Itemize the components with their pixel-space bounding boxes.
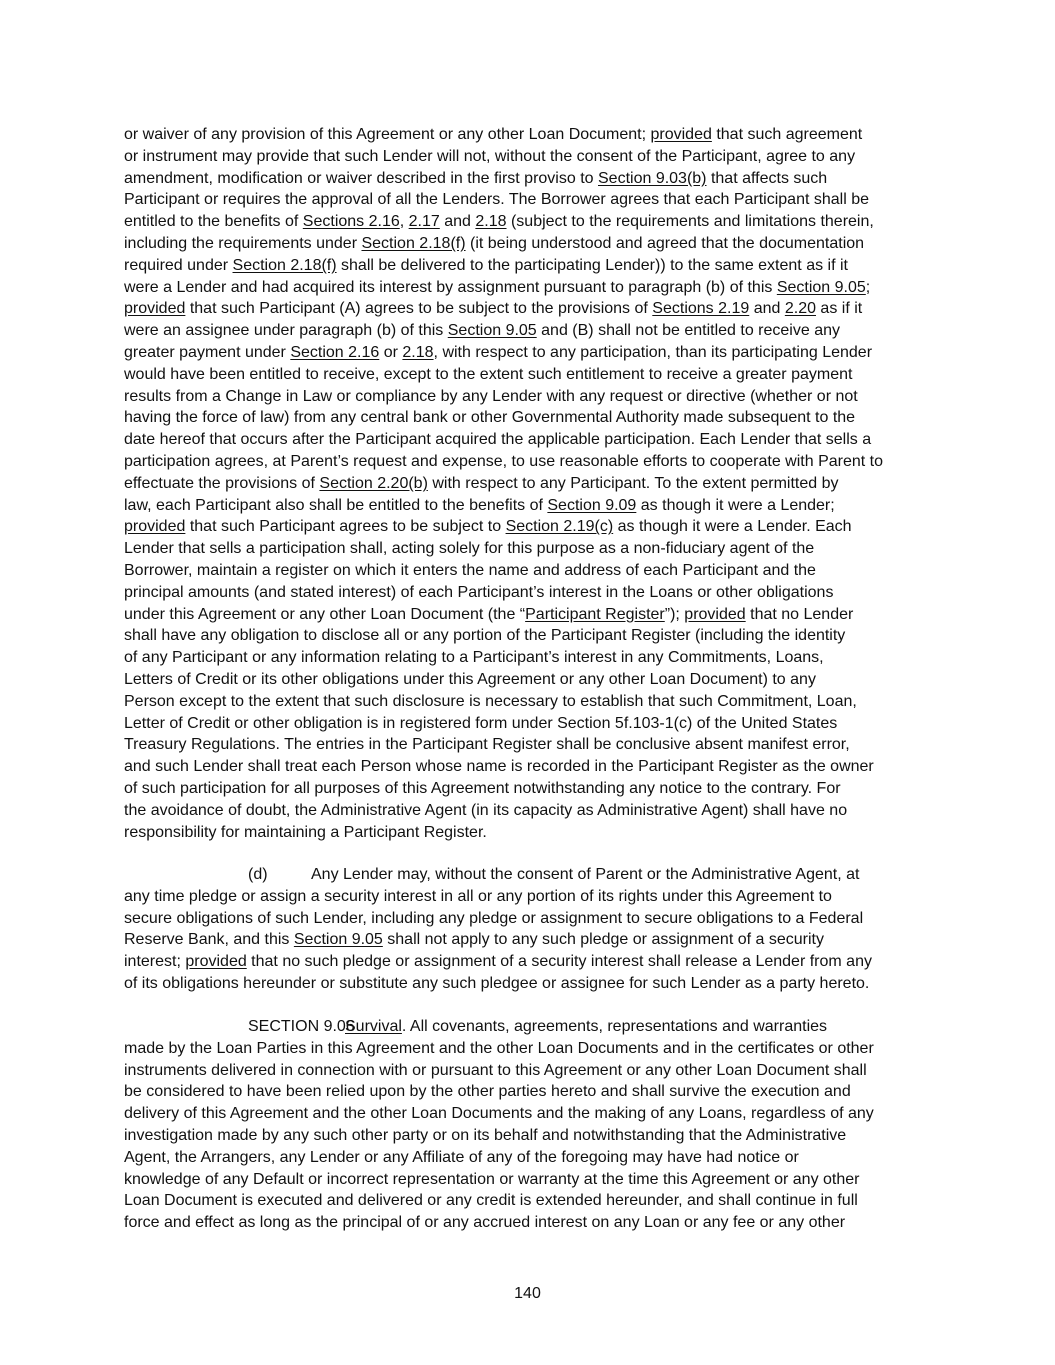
text-run: interest;: [124, 953, 186, 971]
text-run: were an assignee under paragraph (b) of this: [124, 322, 448, 340]
text-line: [124, 756, 936, 778]
text-line: [124, 1190, 936, 1212]
cross-reference: 2.20: [784, 300, 816, 318]
text-run: any time pledge or assign a security interest in all or any portion of its rights under this Agreement to: [124, 887, 832, 905]
text-run: shall be delivered to the participating Lender)) to the same extent as if it: [336, 256, 848, 274]
text-line: [124, 669, 936, 691]
cross-reference: Section 9.05: [776, 278, 866, 296]
text-run: shall not apply to any such pledge or assignment of a security: [382, 931, 824, 949]
text-line: [124, 604, 936, 626]
text-run: of its obligations hereunder or substitute any such pledgee or assignee for such Lender as a party hereto.: [124, 974, 870, 992]
text-run: or instrument may provide that such Lender will not, without the consent of the Participant, agree to any: [124, 147, 856, 165]
cross-reference: 2.17: [408, 213, 440, 231]
text-line: [124, 211, 936, 233]
text-run: ,: [399, 213, 409, 231]
paragraph-d-marker: (d): [248, 866, 268, 883]
text-run: secure obligations of such Lender, including any pledge or assignment to secure obligations to a Federal: [124, 909, 864, 927]
text-run: . All covenants, agreements, representations and warranties: [401, 1018, 828, 1035]
text-line: [124, 233, 936, 255]
text-line: [124, 1147, 936, 1169]
text-run: date hereof that occurs after the Participant acquired the applicable participation. Each Lender that sells a: [124, 431, 872, 449]
text-run: were a Lender and had acquired its interest by assignment pursuant to paragraph (b) of this: [124, 278, 777, 296]
text-line: [124, 495, 936, 517]
text-run: under this Agreement or any other Loan Document (the “: [124, 605, 526, 623]
text-run: responsibility for maintaining a Participant Register.: [124, 823, 487, 841]
text-run: Lender that sells a participation shall, acting solely for this purpose as a non-fiduciary agent of the: [124, 540, 815, 558]
text-run: that no such pledge or assignment of a security interest shall release a Lender from any: [246, 953, 872, 971]
text-run: (subject to the requirements and limitations therein,: [506, 213, 874, 231]
cross-reference: provided: [684, 605, 746, 623]
cross-reference: provided: [185, 953, 247, 971]
text-line: [124, 146, 936, 168]
section-9-06-first-text: [402, 1018, 827, 1035]
cross-reference: Sections 2.16: [302, 213, 400, 231]
paragraph-d-first-line: [124, 864, 936, 886]
cross-reference: Section 9.09: [547, 496, 637, 514]
text-run: ”);: [664, 605, 685, 623]
text-line: [124, 929, 936, 951]
text-run: entitled to the benefits of: [124, 213, 303, 231]
cross-reference: 2.18: [475, 213, 507, 231]
text-line: [124, 560, 936, 582]
text-run: investigation made by any such other party or on its behalf and notwithstanding that the Administrative: [124, 1126, 847, 1144]
text-run: would have been entitled to receive, except to the extent such entitlement to receive a greater payment: [124, 365, 853, 383]
text-run: results from a Change in Law or compliance by any Lender with any request or directive (whether or not: [124, 387, 858, 405]
text-line: [124, 364, 936, 386]
text-run: that affects such: [706, 169, 828, 187]
text-run: Letters of Credit or its other obligations under this Agreement or any other Loan Document) to any: [124, 670, 816, 688]
text-line: [124, 1081, 936, 1103]
text-run: and (B) shall not be entitled to receive any: [536, 322, 840, 340]
text-line: [124, 886, 936, 908]
text-line: [124, 691, 936, 713]
paragraph-d-first-text: [311, 866, 859, 883]
text-run: (it being understood and agreed that the documentation: [465, 234, 865, 252]
cross-reference: Section 2.18(f): [232, 256, 337, 274]
text-run: of such participation for all purposes of this Agreement notwithstanding any notice to the contrary. For: [124, 779, 841, 797]
text-run: that such Participant (A) agrees to be subject to the provisions of: [185, 300, 653, 318]
text-run: having the force of law) from any central bank or other Governmental Authority made subsequent to the: [124, 409, 856, 427]
text-line: [124, 713, 936, 735]
text-run: of any Participant or any information relating to a Participant’s interest in any Commitments, Loans,: [124, 649, 824, 667]
cross-reference: Section 9.05: [447, 322, 537, 340]
paragraph-d-body: [124, 886, 936, 995]
text-line: [124, 407, 936, 429]
text-run: as if it: [815, 300, 863, 318]
cross-reference: provided: [124, 518, 186, 536]
text-run: force and effect as long as the principal of or any accrued interest on any Loan or any fee or any other: [124, 1214, 846, 1232]
text-run: or waiver of any provision of this Agreement or any other Loan Document;: [124, 126, 651, 143]
cross-reference: provided: [650, 126, 712, 143]
text-line: [124, 124, 936, 146]
text-run: Agent, the Arrangers, any Lender or any Affiliate of any of the foregoing may have had notice or: [124, 1148, 799, 1166]
text-line: [124, 734, 936, 756]
text-line: [124, 320, 936, 342]
text-run: required under: [124, 256, 233, 274]
text-line: [124, 277, 936, 299]
section-9-06: [124, 1016, 936, 1234]
text-run: be considered to have been relied upon by the other parties hereto and shall survive the execution and: [124, 1083, 851, 1101]
text-run: and: [749, 300, 785, 318]
text-line: [124, 1125, 936, 1147]
text-run: principal amounts (and stated interest) of each Participant’s interest in the Loans or other obligations: [124, 583, 834, 601]
text-line: [124, 516, 936, 538]
text-line: [124, 625, 936, 647]
section-heading: SECTION 9.06: [248, 1018, 355, 1035]
text-run: participation agrees, at Parent’s request and expense, to use reasonable efforts to cooperate with Parent to: [124, 452, 883, 470]
text-line: [124, 429, 936, 451]
text-line: [124, 951, 936, 973]
text-line: [124, 1103, 936, 1125]
cross-reference: Sections 2.19: [652, 300, 750, 318]
text-line: [124, 538, 936, 560]
text-run: delivery of this Agreement and the other Loan Documents and the making of any Loans, regardless of any: [124, 1105, 874, 1123]
text-run: greater payment under: [124, 343, 291, 361]
cross-reference: Section 2.18(f): [361, 234, 466, 252]
text-line: [124, 582, 936, 604]
text-run: Reserve Bank, and this: [124, 931, 294, 949]
text-line: [124, 908, 936, 930]
cross-reference: Participant Register: [525, 605, 665, 623]
text-run: or: [379, 343, 403, 361]
section-title: Survival: [345, 1018, 402, 1035]
text-run: that no Lender: [745, 605, 854, 623]
text-run: law, each Participant also shall be entitled to the benefits of: [124, 496, 548, 514]
text-line: [124, 800, 936, 822]
text-run: shall have any obligation to disclose all or any portion of the Participant Register (including the identity: [124, 627, 846, 645]
cross-reference: Section 2.16: [290, 343, 380, 361]
text-run: amendment, modification or waiver described in the first proviso to: [124, 169, 598, 187]
text-run: that such agreement: [711, 126, 863, 143]
text-run: as though it were a Lender. Each: [613, 518, 852, 536]
text-line: [124, 647, 936, 669]
text-line: [124, 451, 936, 473]
cross-reference: Section 9.05: [293, 931, 383, 949]
text-line: [124, 822, 936, 844]
text-line: [124, 189, 936, 211]
text-run: made by the Loan Parties in this Agreement and the other Loan Documents and in the certificates or other: [124, 1039, 874, 1057]
text-line: [124, 1169, 936, 1191]
text-run: instruments delivered in connection with or pursuant to this Agreement or any other Loan Document shall: [124, 1061, 867, 1079]
text-line: [124, 1060, 936, 1082]
text-run: with respect to any Participant. To the extent permitted by: [427, 474, 839, 492]
text-line: [124, 973, 936, 995]
text-line: [124, 298, 936, 320]
text-run: Person except to the extent that such disclosure is necessary to establish that such Commitment, Loan,: [124, 692, 857, 710]
text-run: Participant or requires the approval of all the Lenders. The Borrower agrees that each Participant shall be: [124, 191, 870, 209]
text-run: effectuate the provisions of: [124, 474, 320, 492]
cross-reference: Section 2.19(c): [505, 518, 614, 536]
cross-reference: Section 2.20(b): [319, 474, 428, 492]
text-run: and: [439, 213, 476, 231]
text-run: Borrower, maintain a register on which it enters the name and address of each Participant and the: [124, 561, 816, 579]
text-run: ;: [865, 278, 871, 296]
text-line: [124, 473, 936, 495]
text-run: Treasury Regulations. The entries in the Participant Register shall be conclusive absent manifest error,: [124, 736, 850, 754]
text-run: the avoidance of doubt, the Administrative Agent (in its capacity as Administrative Agent) shall have no: [124, 801, 848, 819]
text-line: [124, 1038, 936, 1060]
text-run: Letter of Credit or other obligation is in registered form under Section 5f.103-1(c) of the United States: [124, 714, 838, 732]
text-line: [124, 255, 936, 277]
text-line: [124, 778, 936, 800]
paragraph-d: [124, 864, 936, 995]
text-run: , with respect to any participation, than its participating Lender: [433, 343, 873, 361]
text-line: [124, 342, 936, 364]
text-run: Any Lender may, without the consent of Parent or the Administrative Agent, at: [311, 866, 860, 883]
paragraph-c-continuation: [124, 124, 936, 843]
cross-reference: 2.18: [402, 343, 434, 361]
text-line: [124, 1212, 936, 1234]
text-run: Loan Document is executed and delivered or any credit is extended hereunder, and shall continue in full: [124, 1192, 858, 1210]
text-run: knowledge of any Default or incorrect representation or warranty at the time this Agreement or any other: [124, 1170, 860, 1188]
text-run: as though it were a Lender;: [636, 496, 835, 514]
section-9-06-body: [124, 1038, 936, 1234]
cross-reference: Section 9.03(b): [598, 169, 707, 187]
text-run: and such Lender shall treat each Person whose name is recorded in the Participant Register as the owner: [124, 758, 874, 776]
text-line: [124, 386, 936, 408]
text-run: including the requirements under: [124, 234, 362, 252]
text-line: [124, 168, 936, 190]
cross-reference: provided: [124, 300, 186, 318]
page-number: 140: [514, 1285, 541, 1302]
text-run: that such Participant agrees to be subject to: [185, 518, 506, 536]
section-9-06-first-line: [124, 1016, 936, 1038]
